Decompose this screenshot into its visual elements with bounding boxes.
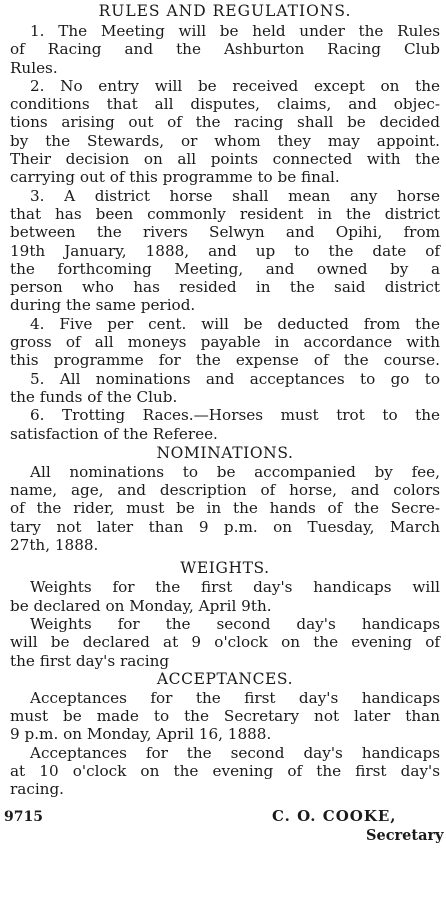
text-line: Rules.: [10, 58, 58, 77]
text-line: 6. Trotting Races.—Horses must trot to the: [30, 406, 440, 425]
secretary-title: Secretary: [366, 826, 444, 844]
text-line: Their decision on all points connected with the: [10, 150, 440, 169]
text-line: Weights for the first day's handicaps will: [30, 578, 440, 597]
text-line: by the Stewards, or whom they may appoint.: [10, 131, 440, 150]
signature-block: [4, 805, 444, 847]
text-line: of Racing and the Ashburton Racing Club: [10, 40, 440, 59]
nominations-body: [10, 463, 440, 554]
text-line: Weights for the second day's handicaps: [30, 614, 440, 633]
text-line: person who has resided in the said district: [10, 278, 440, 297]
acceptances-heading: ACCEPTANCES.: [156, 669, 294, 688]
text-line: 1. The Meeting will be held under the Rules: [30, 22, 440, 40]
text-line: during the same period.: [10, 296, 196, 315]
text-line: 9 p.m. on Monday, April 16, 1888.: [10, 725, 272, 744]
text-line: racing.: [10, 780, 65, 799]
text-line: carrying out of this programme to be final.: [10, 168, 340, 187]
text-line: name, age, and description of horse, and colors: [10, 481, 440, 500]
text-line: 27th, 1888.: [10, 536, 99, 555]
text-line: Acceptances for the second day's handicaps: [30, 743, 440, 762]
text-line: 5. All nominations and acceptances to go to: [30, 369, 440, 388]
text-line: the funds of the Club.: [10, 387, 178, 406]
text-line: be declared on Monday, April 9th.: [10, 596, 272, 615]
text-line: gross of all moneys payable in accordance with: [10, 333, 440, 352]
text-line: this programme for the expense of the course.: [10, 351, 440, 370]
text-line: Acceptances for the first day's handicaps: [30, 688, 440, 707]
text-line: 2. No entry will be received except on the: [30, 76, 440, 95]
text-line: All nominations to be accompanied by fee,: [30, 462, 440, 481]
text-line: between the rivers Selwyn and Opihi, from: [10, 223, 440, 242]
rules-body: [10, 22, 440, 443]
text-line: will be declared at 9 o'clock on the evening of: [10, 633, 440, 652]
text-line: satisfaction of the Referee.: [10, 424, 218, 443]
text-line: 3. A district horse shall mean any horse: [30, 186, 440, 205]
rules-heading: RULES AND REGULATIONS.: [98, 2, 352, 20]
text-line: tions arising out of the racing shall be decided: [10, 113, 440, 132]
weights-body: [10, 578, 440, 669]
text-line: conditions that all disputes, claims, and objec-: [10, 95, 440, 114]
text-line: at 10 o'clock on the evening of the first day's: [10, 761, 440, 780]
text-line: the forthcoming Meeting, and owned by a: [10, 259, 440, 278]
secretary-name: C. O. COOKE,: [272, 806, 397, 825]
text-line: of the rider, must be in the hands of the Secre-: [10, 499, 440, 518]
advert-reference-number: 9715: [4, 808, 43, 825]
text-line: must be made to the Secretary not later than: [10, 707, 440, 726]
weights-heading: WEIGHTS.: [180, 559, 270, 578]
text-line: 19th January, 1888, and up to the date of: [10, 241, 440, 260]
text-line: the first day's racing: [10, 651, 170, 670]
text-line: tary not later than 9 p.m. on Tuesday, March: [10, 517, 440, 536]
text-line: that has been commonly resident in the district: [10, 204, 440, 223]
acceptances-body: [10, 689, 440, 799]
nominations-heading: NOMINATIONS.: [156, 443, 294, 462]
text-line: 4. Five per cent. will be deducted from the: [30, 314, 440, 333]
